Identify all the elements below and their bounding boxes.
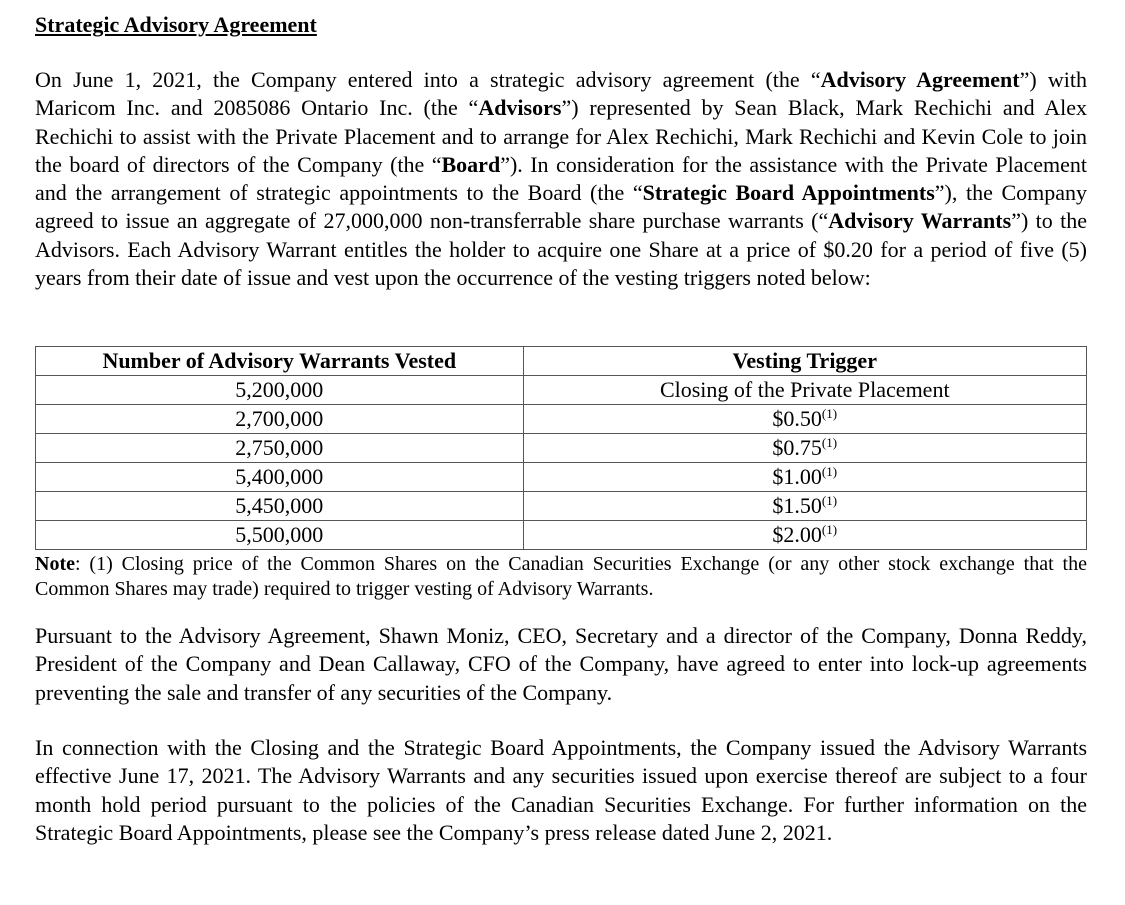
warrants-cell: 5,500,000 <box>36 521 524 550</box>
warrants-cell: 5,200,000 <box>36 376 524 405</box>
warrants-cell: 5,400,000 <box>36 463 524 492</box>
defined-term: Strategic Board Appointments <box>642 180 935 206</box>
table-row <box>36 405 1087 434</box>
trigger-text: $0.75 <box>772 435 822 460</box>
trigger-cell <box>523 405 1086 434</box>
defined-term: Advisory Warrants <box>828 208 1012 234</box>
text-run: ”), the Company agreed to issue an aggregate of 27,000,000 non-transferrable share purchase warrants (“ <box>35 180 1087 234</box>
warrants-cell: 5,450,000 <box>36 492 524 521</box>
footnote-marker: (1) <box>821 464 838 479</box>
text-run: ”) represented by Sean Black, Mark Rechichi and Alex Rechichi to assist with the Private Placement and to arrange for Alex Rechichi, Mark Rechichi and Kevin Cole to join the board of directors of the Company (the “ <box>35 95 1087 177</box>
vesting-table <box>35 346 1087 550</box>
note-text: : (1) Closing price of the Common Shares on the Canadian Securities Exchange (or any other stock exchange that the Common Shares may trade) required to trigger vesting of Advisory Warrants. <box>35 553 1087 600</box>
trigger-cell <box>523 463 1086 492</box>
header-vesting-trigger: Vesting Trigger <box>523 347 1086 376</box>
footnote-marker: (1) <box>821 493 838 508</box>
table-note <box>35 552 1087 602</box>
note-label: Note <box>35 553 75 575</box>
header-warrants-vested: Number of Advisory Warrants Vested <box>36 347 524 376</box>
table-header-row <box>36 347 1087 376</box>
trigger-text: Closing of the Private Placement <box>659 377 950 402</box>
defined-term: Advisors <box>478 95 562 121</box>
closing-paragraph: In connection with the Closing and the Strategic Board Appointments, the Company issued the Advisory Warrants effective June 17, 2021. The Advisory Warrants and any securities issued upon exercise thereof are subject to a four month hold period pursuant to the policies of the Canadian Securities Exchange. For further information on the Strategic Board Appointments, please see the Company’s press release dated June 2, 2021. <box>35 735 1087 845</box>
text-run: On June 1, 2021, the Company entered into a strategic advisory agreement (the “ <box>35 67 821 92</box>
text-run: ”) to the Advisors. Each Advisory Warrant entitles the holder to acquire one Share at a price of $0.20 for a period of five (5) years from their date of issue and vest upon the occurrence of the vesting triggers noted below: <box>35 208 1087 291</box>
footnote-marker: (1) <box>821 522 838 537</box>
warrants-cell: 2,700,000 <box>36 405 524 434</box>
table-row <box>36 434 1087 463</box>
warrants-cell: 2,750,000 <box>36 434 524 463</box>
trigger-cell <box>523 434 1086 463</box>
text-run: ”) with Maricom Inc. and 2085086 Ontario Inc. (the “ <box>35 67 1087 121</box>
table-row <box>36 492 1087 521</box>
trigger-text: $1.50 <box>772 493 822 518</box>
trigger-cell <box>523 521 1086 550</box>
trigger-cell <box>523 492 1086 521</box>
footnote-marker: (1) <box>821 435 838 450</box>
text-run: ”). In consideration for the assistance with the Private Placement and the arrangement of strategic appointments to the Board (the “ <box>35 151 1088 206</box>
table-row <box>36 463 1087 492</box>
trigger-text: $2.00 <box>772 522 822 547</box>
trigger-text: $0.50 <box>772 406 822 431</box>
lockup-paragraph: Pursuant to the Advisory Agreement, Shawn Moniz, CEO, Secretary and a director of the Company, Donna Reddy, President of the Company and Dean Callaway, CFO of the Company, have agreed to enter into lock-up agreements preventing the sale and transfer of any securities of the Company. <box>35 623 1087 705</box>
section-title: Strategic Advisory Agreement <box>35 12 317 37</box>
defined-term: Advisory Agreement <box>820 67 1020 92</box>
agreement-paragraph <box>35 66 1087 292</box>
trigger-text: $1.00 <box>772 464 822 489</box>
table-row <box>36 376 1087 405</box>
defined-term: Board <box>441 151 501 177</box>
table-row <box>36 521 1087 550</box>
footnote-marker: (1) <box>821 406 838 421</box>
trigger-cell <box>523 376 1086 405</box>
